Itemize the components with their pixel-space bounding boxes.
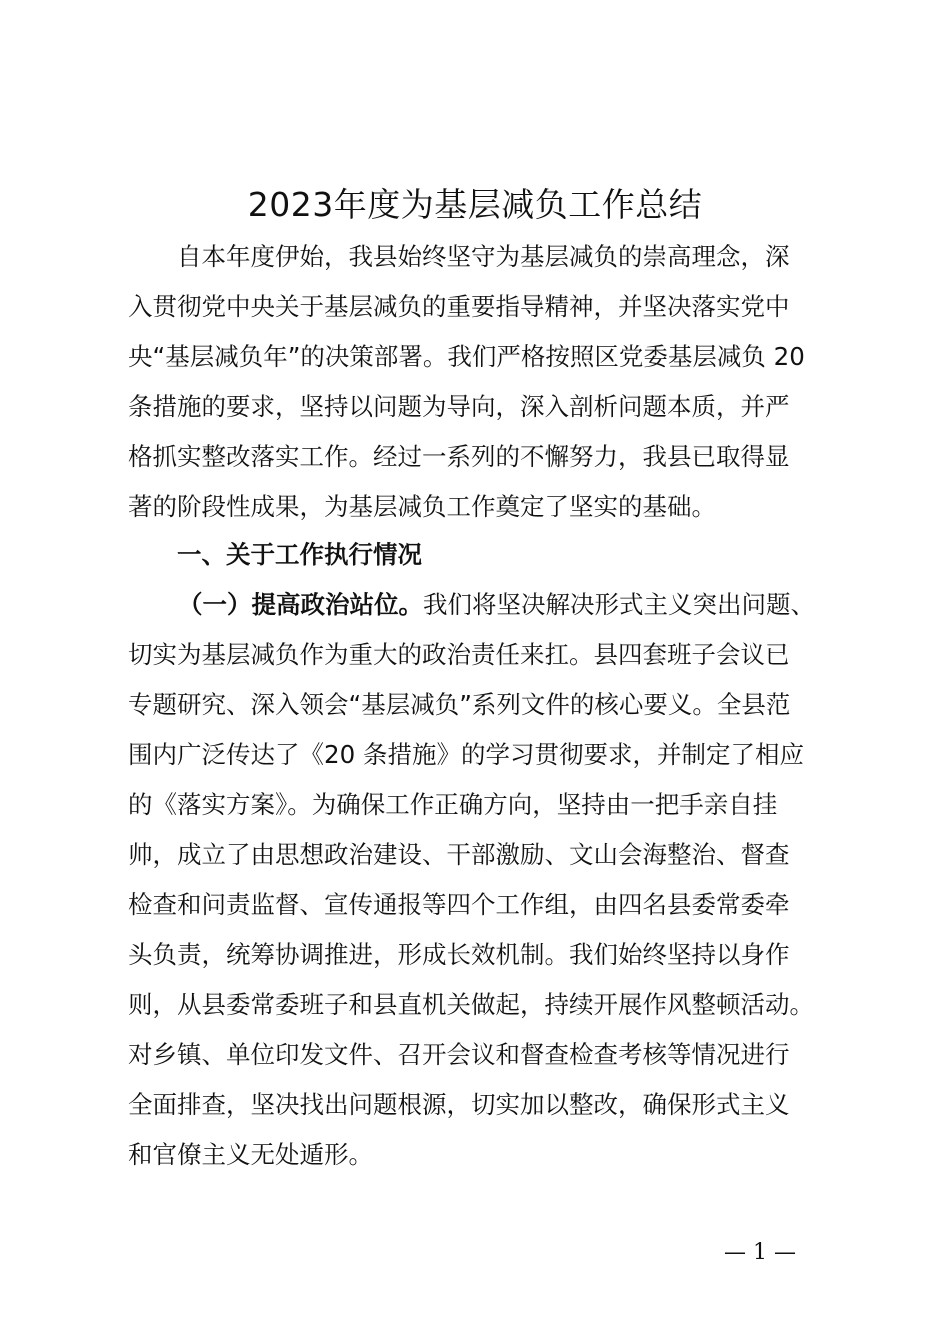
intro-paragraph (128, 232, 848, 532)
intro-line: 著的阶段性成果，为基层减负工作奠定了坚实的基础。 (128, 492, 716, 521)
section-1-line: 的《落实方案》。为确保工作正确方向，坚持由一把手亲自挂 (128, 790, 778, 819)
section-1-line: 切实为基层减负作为重大的政治责任来扛。县四套班子会议已 (128, 640, 790, 669)
intro-line: 格抓实整改落实工作。经过一系列的不懈努力，我县已取得显 (128, 442, 790, 471)
section-1-first-line (128, 580, 848, 630)
section-1-line: 对乡镇、单位印发文件、召开会议和督查检查考核等情况进行 (128, 1040, 790, 1069)
section-1-line: 检查和问责监督、宣传通报等四个工作组，由四名县委常委牵 (128, 890, 790, 919)
section-1-line: 头负责，统筹协调推进，形成长效机制。我们始终坚持以身作 (128, 940, 790, 969)
section-1-line: 和官僚主义无处遁形。 (128, 1140, 373, 1169)
intro-line: 条措施的要求，坚持以问题为导向，深入剖析问题本质，并严 (128, 392, 790, 421)
section-1-line: 则，从县委常委班子和县直机关做起，持续开展作风整顿活动。 (128, 990, 814, 1019)
section-1-line: 专题研究、深入领会“基层减负”系列文件的核心要义。全县范 (128, 690, 791, 719)
document-title: 2023年度为基层减负工作总结 (247, 185, 703, 224)
intro-line: 央“基层减负年”的决策部署。我们严格按照区党委基层减负 20 (128, 342, 805, 371)
section-1-label: （一）提高政治站位。 (178, 590, 423, 619)
section-1-paragraph (128, 580, 848, 1180)
section-1-line: 围内广泛传达了《20 条措施》的学习贯彻要求，并制定了相应 (128, 740, 804, 769)
section-heading: 一、关于工作执行情况 (177, 540, 422, 569)
section-1-line: 全面排查，坚决找出问题根源，切实加以整改，确保形式主义 (128, 1090, 790, 1119)
page-number: — 1 — (724, 1240, 796, 1265)
intro-line: 自本年度伊始，我县始终坚守为基层减负的崇高理念，深 (128, 242, 790, 271)
section-1-first-line-text: 我们将坚决解决形式主义突出问题、 (423, 590, 815, 619)
section-1-line: 帅，成立了由思想政治建设、干部激励、文山会海整治、督查 (128, 840, 790, 869)
intro-line: 入贯彻党中央关于基层减负的重要指导精神，并坚决落实党中 (128, 292, 790, 321)
